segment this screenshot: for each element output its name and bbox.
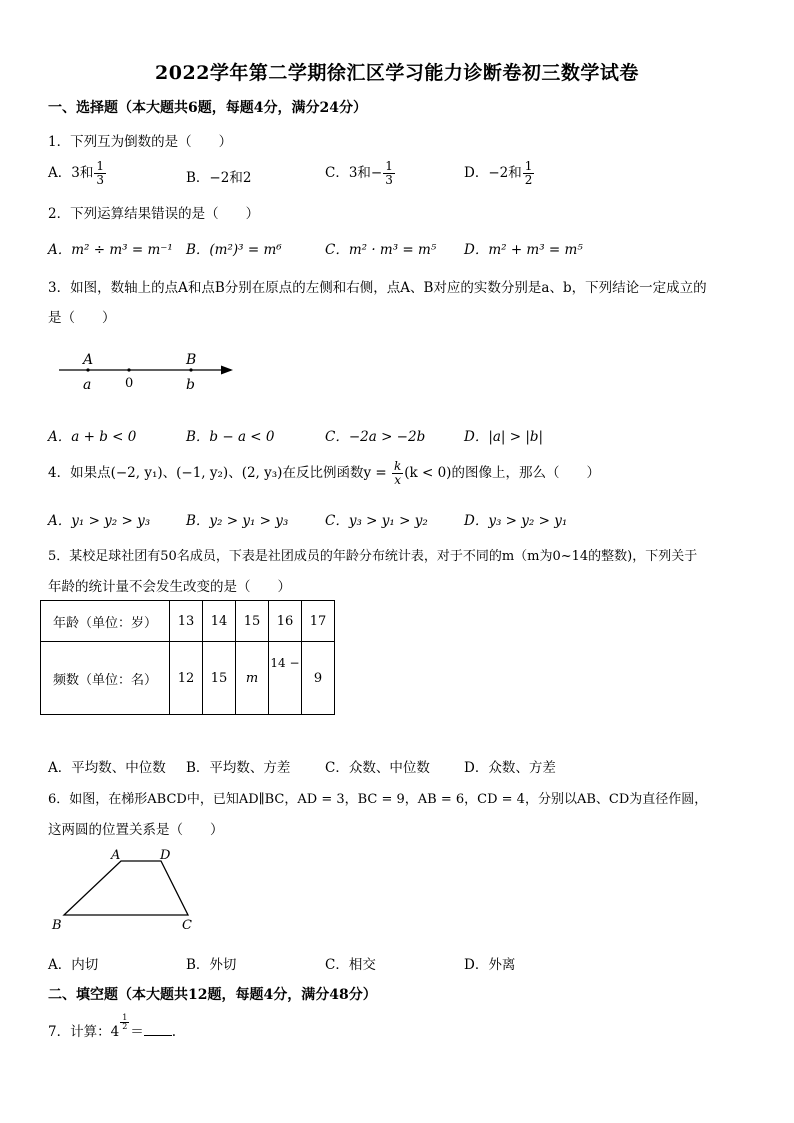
q7-prefix: 7．计算：4: [48, 1024, 120, 1040]
question-2-stem: 2．下列运算结果错误的是（ ）: [48, 206, 260, 222]
label-value-a: a: [83, 377, 92, 393]
label-point-A: A: [83, 352, 94, 368]
q7-exponent-fraction: [120, 1014, 129, 1031]
q1-a-num: 1: [96, 159, 104, 173]
q1-option-a[interactable]: [48, 160, 107, 187]
q3-option-c[interactable]: C．−2a > −2b: [325, 429, 426, 445]
q7-answer-blank[interactable]: [144, 1023, 172, 1036]
number-line-arrow: [221, 366, 233, 375]
q7-end-period: .: [171, 1024, 177, 1040]
q1-c-num: 1: [385, 159, 393, 173]
label-zero: 0: [125, 376, 134, 391]
question-5-stem-line2: 年龄的统计量不会发生改变的是（ ）: [48, 579, 291, 595]
q3-option-a[interactable]: A．a + b < 0: [48, 429, 137, 445]
q1-c-text: C．3和−: [325, 165, 383, 181]
table-cell: 14: [203, 601, 236, 642]
table-head-age: 年龄（单位：岁）: [41, 601, 170, 642]
q4-stem-suffix: (k < 0)的图像上，那么（ ）: [404, 465, 600, 481]
table-cell: 17: [302, 601, 335, 642]
q1-d-fraction: [523, 160, 535, 187]
q4-option-b[interactable]: B．y₂ > y₁ > y₃: [186, 513, 289, 529]
label-value-b: b: [186, 377, 195, 393]
table-cell: 15: [203, 642, 236, 715]
vertex-label-B: B: [52, 918, 62, 933]
number-line-figure: [55, 348, 240, 396]
q5-option-a[interactable]: A．平均数、中位数: [48, 760, 166, 776]
q2-option-b[interactable]: B．(m²)³ = m⁶: [186, 242, 282, 258]
q2-option-a[interactable]: A．m² ÷ m³ = m⁻¹: [48, 242, 173, 258]
q1-a-den: 3: [96, 173, 104, 187]
question-5-stem-line1: 5．某校足球社团有50名成员，下表是社团成员的年龄分布统计表，对于不同的m（m为0~14的整数)，下列关于: [48, 549, 698, 564]
q1-d-den: 2: [524, 173, 533, 187]
table-cell: 13: [170, 601, 203, 642]
age-frequency-table: [40, 600, 335, 715]
q4-option-a[interactable]: A．y₁ > y₂ > y₃: [48, 513, 151, 529]
q4-frac-k: k: [393, 459, 402, 473]
trapezoid-figure: [48, 845, 208, 935]
table-row-frequencies: [41, 642, 335, 715]
point-b-dot: [189, 368, 192, 371]
q6-option-a[interactable]: A．内切: [48, 957, 99, 973]
q1-option-c[interactable]: [325, 160, 396, 187]
trapezoid-abcd: [64, 861, 188, 915]
q1-c-fraction: [383, 160, 395, 187]
section-1-heading: 一、选择题（本大题共6题，每题4分，满分24分）: [48, 100, 367, 116]
q1-d-num: 1: [524, 159, 533, 173]
q4-function-fraction: [392, 460, 403, 487]
q1-c-den: 3: [385, 173, 393, 187]
q4-option-d[interactable]: D．y₃ > y₂ > y₁: [464, 513, 568, 529]
vertex-label-D: D: [160, 848, 171, 863]
table-cell: 9: [302, 642, 335, 715]
q5-option-d[interactable]: D．众数、方差: [464, 760, 556, 776]
q2-option-c[interactable]: C．m² · m³ = m⁵: [325, 242, 437, 258]
q4-stem-prefix: 4．如果点(−2, y₁)、(−1, y₂)、(2, y₃)在反比例函数y =: [48, 465, 391, 481]
table-cell: m: [236, 642, 269, 715]
q1-a-text: A．3和: [48, 165, 94, 181]
exam-title: 2022学年第二学期徐汇区学习能力诊断卷初三数学试卷: [155, 62, 639, 84]
question-1-stem: 1．下列互为倒数的是（ ）: [48, 134, 233, 150]
q6-option-b[interactable]: B．外切: [186, 957, 237, 973]
table-head-frequency: 频数（单位：名）: [41, 642, 170, 715]
q3-option-d[interactable]: D．|a| > |b|: [464, 429, 544, 445]
q4-frac-x: x: [394, 473, 401, 487]
label-point-B: B: [186, 352, 197, 368]
table-cell: 16: [269, 601, 302, 642]
question-4-stem: [48, 460, 600, 487]
origin-dot: [127, 368, 130, 371]
point-a-dot: [86, 368, 89, 371]
q7-exp-den: 2: [122, 1022, 128, 1031]
q3-option-b[interactable]: B．b − a < 0: [186, 429, 275, 445]
table-cell: 15: [236, 601, 269, 642]
table-cell: 12: [170, 642, 203, 715]
question-3-stem-line2: 是（ ）: [48, 310, 116, 326]
question-6-stem-line2: 这两圆的位置关系是（ ）: [48, 822, 224, 838]
question-7-stem: [48, 1013, 177, 1040]
vertex-label-C: C: [182, 918, 192, 933]
q6-option-c[interactable]: C．相交: [325, 957, 376, 973]
section-2-heading: 二、填空题（本大题共12题，每题4分，满分48分）: [48, 987, 377, 1003]
q1-option-b[interactable]: B．−2和2: [186, 170, 252, 186]
q6-option-d[interactable]: D．外离: [464, 957, 516, 973]
q1-option-d[interactable]: [464, 160, 535, 187]
q1-a-fraction: [94, 160, 106, 187]
q5-option-c[interactable]: C．众数、中位数: [325, 760, 430, 776]
vertex-label-A: A: [111, 848, 121, 863]
table-cell: 14 −: [269, 642, 302, 715]
q4-option-c[interactable]: C．y₃ > y₁ > y₂: [325, 513, 428, 529]
table-row-ages: [41, 601, 335, 642]
question-6-stem-line1: 6．如图，在梯形ABCD中，已知AD∥BC，AD = 3，BC = 9，AB = 6，CD = 4，分别以AB、CD为直径作圆，: [48, 792, 708, 807]
q7-equals: ＝: [130, 1024, 144, 1040]
question-3-stem-line1: 3．如图，数轴上的点A和点B分别在原点的左侧和右侧，点A、B对应的实数分别是a、b，下列结论一定成立的: [48, 280, 707, 296]
q2-option-d[interactable]: D．m² + m³ = m⁵: [464, 242, 583, 258]
q7-exp-num: 1: [122, 1013, 128, 1022]
q1-d-text: D．−2和: [464, 165, 522, 181]
q5-option-b[interactable]: B．平均数、方差: [186, 760, 291, 776]
